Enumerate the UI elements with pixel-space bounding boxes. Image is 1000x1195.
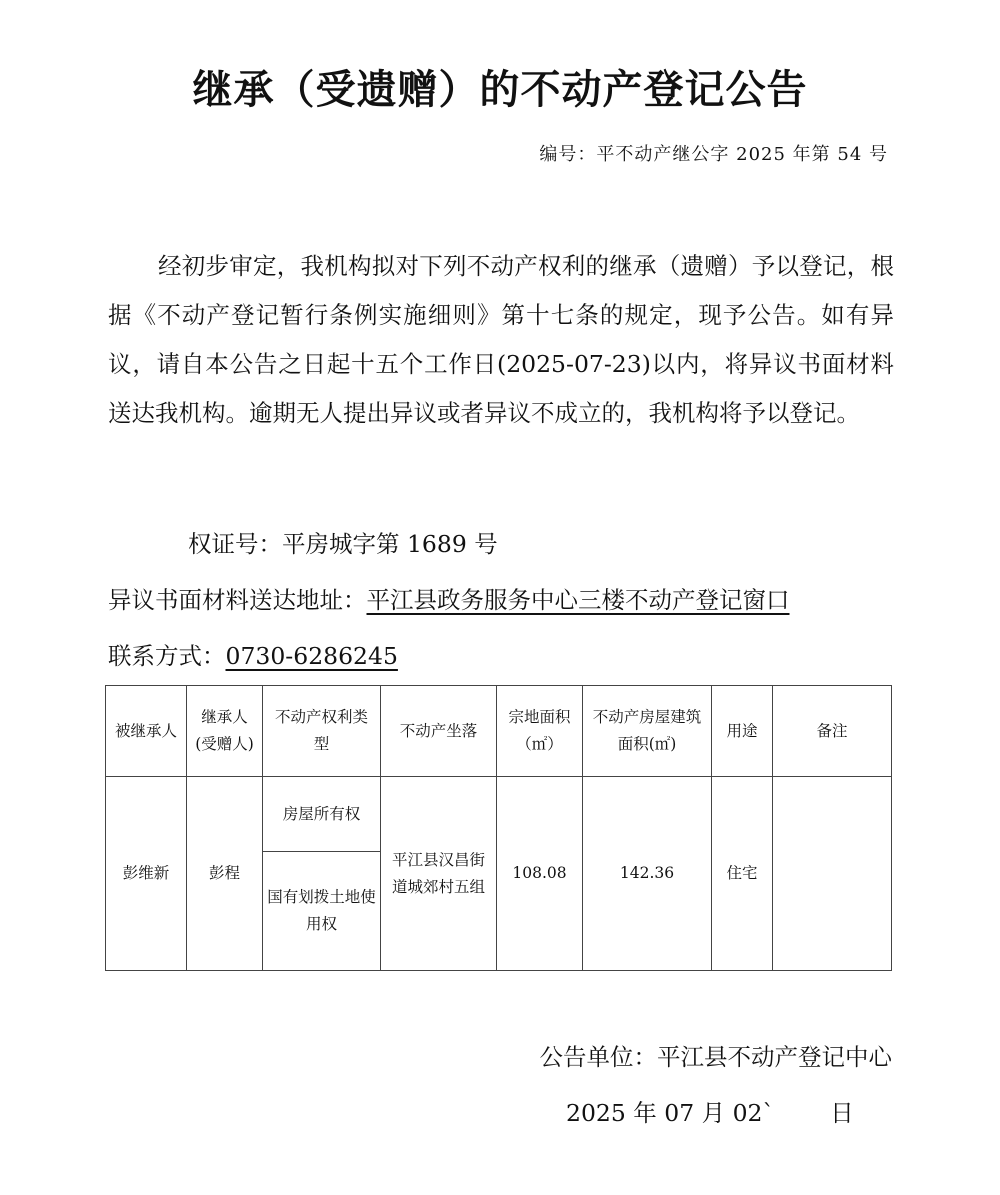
header-decedent: 被继承人 <box>106 686 187 777</box>
issuing-organization: 公告单位：平江县不动产登记中心 <box>539 1043 892 1071</box>
header-right-type: 不动产权利类 型 <box>263 686 381 777</box>
objection-address-line <box>108 584 790 616</box>
header-building-area: 不动产房屋建筑面积(㎡) <box>583 686 712 777</box>
cell-remarks <box>773 777 892 971</box>
cell-usage: 住宅 <box>712 777 773 971</box>
date-main: 2025 年 07 月 02` <box>566 1099 775 1127</box>
document-number: 编号：平不动产继公字 2025 年第 54 号 <box>539 144 888 165</box>
header-location: 不动产坐落 <box>381 686 497 777</box>
announcement-date <box>566 1096 854 1130</box>
property-table <box>105 685 892 971</box>
header-heir: 继承人(受赠人) <box>187 686 263 777</box>
date-day: 日 <box>830 1099 854 1127</box>
cell-right-type-land: 国有划拨土地使用权 <box>263 852 381 971</box>
contact-line <box>108 640 398 672</box>
header-land-area: 宗地面积（㎡） <box>497 686 583 777</box>
table-row <box>106 777 892 852</box>
page-title: 继承（受遗赠）的不动产登记公告 <box>192 67 808 113</box>
cell-decedent: 彭维新 <box>106 777 187 971</box>
header-remarks: 备注 <box>773 686 892 777</box>
objection-address-value: 平江县政务服务中心三楼不动产登记窗口 <box>366 586 790 614</box>
announcement-body: 经初步审定，我机构拟对下列不动产权利的继承（遗赠）予以登记，根据《不动产登记暂行条例实施细则》第十七条的规定，现予公告。如有异议，请自本公告之日起十五个工作日(2025-07-23)以内，将异议书面材料送达我机构。逾期无人提出异议或者异议不成立的，我机构将予以登记。 <box>108 252 894 427</box>
cell-building-area: 142.36 <box>583 777 712 971</box>
cell-heir: 彭程 <box>187 777 263 971</box>
cell-land-area: 108.08 <box>497 777 583 971</box>
contact-label: 联系方式： <box>108 642 226 670</box>
certificate-line <box>188 528 498 560</box>
table-header-row <box>106 686 892 777</box>
certificate-label: 权证号： <box>188 530 282 558</box>
header-usage: 用途 <box>712 686 773 777</box>
cell-right-type-house: 房屋所有权 <box>263 777 381 852</box>
contact-phone: 0730-6286245 <box>225 642 398 670</box>
certificate-value: 平房城字第 1689 号 <box>282 530 498 558</box>
cell-location: 平江县汉昌街道城郊村五组 <box>381 777 497 971</box>
objection-address-label: 异议书面材料送达地址： <box>108 586 367 614</box>
